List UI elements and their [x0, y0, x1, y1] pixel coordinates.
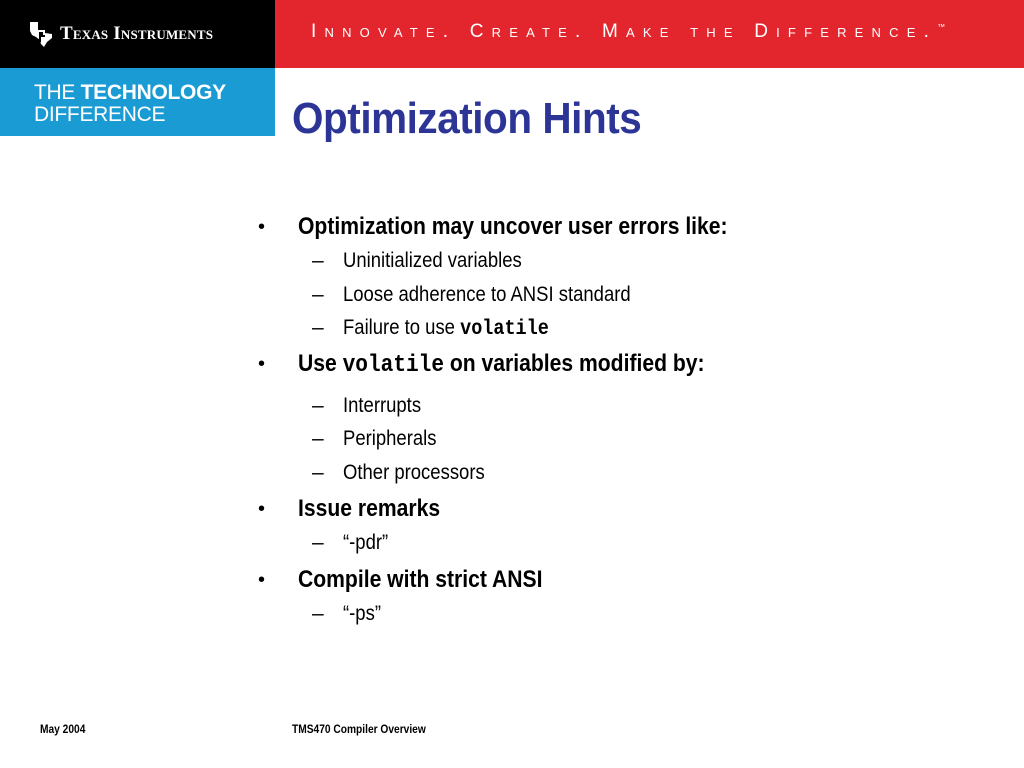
- sub-text: Other processors: [343, 460, 485, 484]
- dash-symbol: –: [312, 282, 324, 306]
- sub-item: [258, 311, 998, 347]
- sub-text: Failure to use volatile: [343, 316, 549, 341]
- texas-state-icon: [28, 20, 54, 48]
- bullet-symbol: •: [258, 568, 266, 591]
- bullet-symbol: •: [258, 216, 266, 238]
- footer-title: TMS470 Compiler Overview: [292, 722, 426, 736]
- sub-text: Uninitialized variables: [343, 249, 522, 272]
- dash-symbol: –: [312, 427, 324, 450]
- sub-item: [258, 278, 998, 312]
- trademark-symbol: ™: [937, 22, 946, 32]
- sub-text: Interrupts: [343, 393, 422, 417]
- bullet-item: [258, 210, 998, 244]
- sub-text: Peripherals: [343, 427, 437, 450]
- bullet-symbol: •: [258, 352, 266, 375]
- footer-date: May 2004: [40, 722, 86, 736]
- bullet-text: Optimization may uncover user errors like:: [298, 213, 728, 240]
- sub-item: [258, 456, 998, 490]
- slogan-banner: [275, 0, 1024, 68]
- dash-symbol: –: [312, 393, 324, 417]
- sub-text: “-pdr”: [343, 531, 389, 554]
- dash-symbol: –: [312, 316, 324, 339]
- technology-difference-badge: [0, 68, 275, 136]
- tech-line-2: DIFFERENCE: [34, 103, 166, 126]
- sub-item: [258, 244, 998, 278]
- header-bar: [0, 0, 1024, 68]
- dash-symbol: –: [312, 249, 324, 272]
- code-volatile: volatile: [342, 351, 445, 379]
- slide-content: [258, 210, 998, 630]
- bullet-item: [258, 347, 998, 383]
- sub-item: [258, 422, 998, 456]
- ti-logo: [0, 0, 275, 68]
- slogan-text: Innovate. Create. Make the Difference.™: [311, 21, 946, 42]
- code-volatile: volatile: [460, 318, 549, 341]
- slide-title: Optimization Hints: [292, 94, 642, 143]
- dash-symbol: –: [312, 531, 324, 554]
- bullet-symbol: •: [258, 498, 266, 520]
- bullet-text: Compile with strict ANSI: [298, 565, 543, 593]
- bullet-text: Issue remarks: [298, 495, 441, 522]
- bullet-item: [258, 563, 998, 597]
- sub-item: [258, 389, 998, 423]
- bullet-item: [258, 492, 998, 526]
- tech-line-1: THE TECHNOLOGY: [34, 81, 226, 104]
- dash-symbol: –: [312, 460, 324, 484]
- sub-item: [258, 597, 998, 631]
- sub-item: [258, 526, 998, 560]
- ti-logo-text: Texas Instruments: [60, 23, 214, 44]
- sub-text: Loose adherence to ANSI standard: [343, 282, 631, 306]
- dash-symbol: –: [312, 601, 324, 625]
- sub-text: “-ps”: [343, 601, 381, 625]
- bullet-text: Use volatile on variables modified by:: [298, 349, 705, 379]
